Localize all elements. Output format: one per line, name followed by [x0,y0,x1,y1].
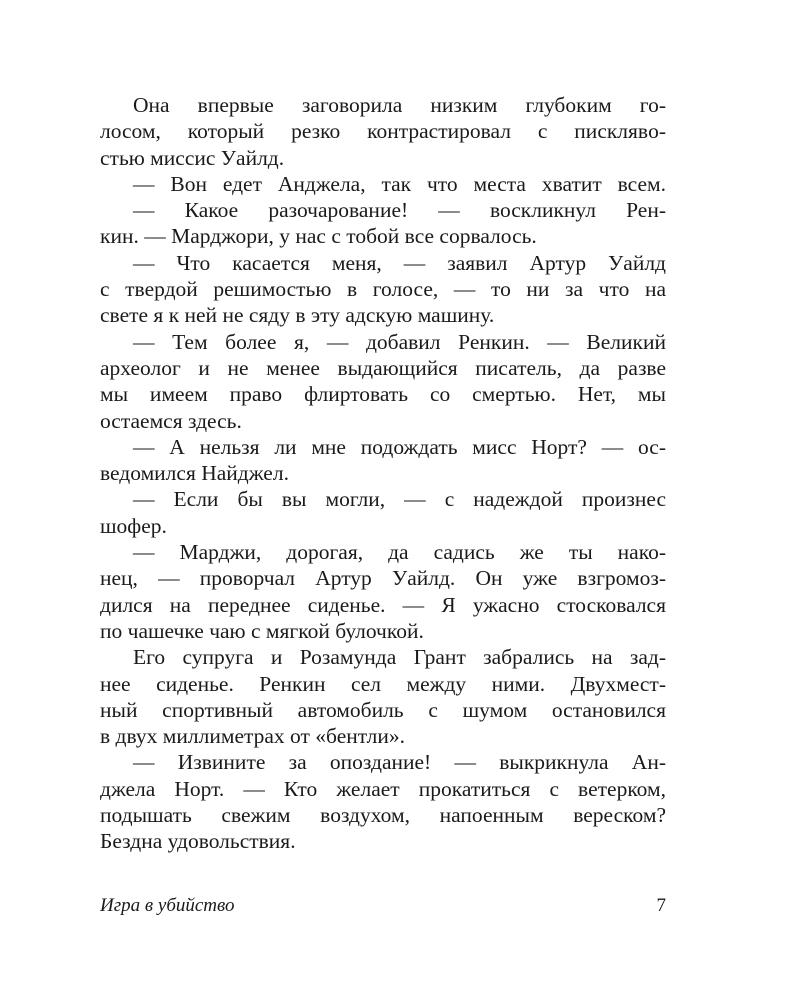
text-line: Она впервые заговорила низким глубоким го- [133,93,666,117]
text-line: — Вон едет Анджела, так что места хватит всем. [133,171,666,196]
text-line: стью миссис Уайлд. [100,145,285,170]
body-text [100,92,666,855]
text-line: джела Норт. — Кто желает прокатиться с ветерком, [100,776,666,801]
text-line: — Что касается меня, — заявил Артур Уайлд [133,250,666,275]
text-line: Бездна удовольствия. [100,829,296,854]
page-number: 7 [656,895,666,916]
text-line: по чашечке чаю с мягкой булочкой. [100,618,424,643]
text-line: нец, — проворчал Артур Уайлд. Он уже взгромоз- [100,566,666,591]
text-line: — Тем более я, — добавил Ренкин. — Великий [133,329,666,354]
text-line: свете я к ней не сяду в эту адскую машину. [100,303,495,328]
text-line: ведомился Найджел. [100,461,289,486]
text-line: в двух миллиметрах от «бентли». [100,724,405,749]
running-title: Игра в убийство [100,895,235,916]
text-line: археолог и не менее выдающийся писатель, да разве [100,355,666,380]
text-line: с твердой решимостью в голосе, — то ни за что на [100,277,666,302]
text-line: — Если бы вы могли, — с надеждой произнес [133,487,666,512]
text-line: мы имеем право флиртовать со смертью. Нет, мы [100,382,666,407]
text-line: — А нельзя ли мне подождать мисс Норт? — ос- [133,434,666,459]
text-line: подышать свежим воздухом, напоенным вереском? [100,803,666,828]
text-line: — Извините за опоздание! — выкрикнула Ан- [133,750,666,775]
text-line: ный спортивный автомобиль с шумом остановился [100,697,666,722]
text-line: дился на переднее сиденье. — Я ужасно стосковался [100,592,666,617]
text-line: — Какое разочарование! — воскликнул Рен- [133,198,666,223]
text-line: Его супруга и Розамунда Грант забрались на зад- [133,645,666,670]
text-line: шофер. [100,513,167,538]
text-line: кин. — Марджори, у нас с тобой все сорвалось. [100,224,537,249]
text-line: остаемся здесь. [100,408,242,433]
text-line: нее сиденье. Ренкин сел между ними. Двухмест- [100,671,666,696]
text-line: лосом, который резко контрастировал с писклявo- [100,119,666,144]
text-line: — Марджи, дорогая, да садись же ты нако- [133,540,666,565]
